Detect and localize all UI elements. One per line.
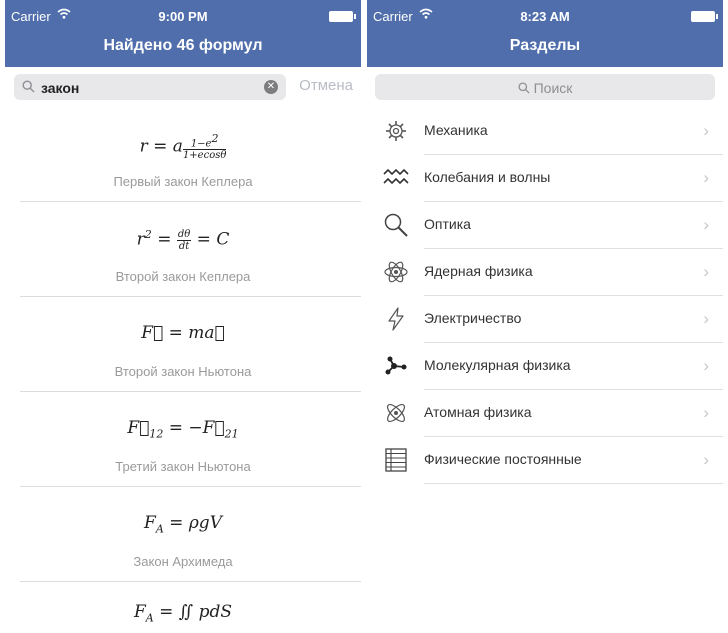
chevron-right-icon: › xyxy=(703,262,709,281)
section-label: Электричество xyxy=(424,310,522,326)
formula-expression: $F⃗_{12}$ = $-F⃗_{21}$ xyxy=(127,418,239,441)
page-title: Разделы xyxy=(509,37,581,54)
section-label: Молекулярная физика xyxy=(424,357,571,373)
formula-item[interactable] xyxy=(20,297,361,392)
section-label: Физические постоянные xyxy=(424,451,582,467)
chevron-right-icon: › xyxy=(703,215,709,234)
table-icon xyxy=(383,447,409,473)
formula-item[interactable] xyxy=(20,392,361,487)
gear-icon xyxy=(383,118,409,144)
formula-expression: $F_A = \rho gV$ xyxy=(144,513,222,536)
formula-expression: $r^2$ = $\frac{d\theta}{dt}$ = C xyxy=(136,228,230,252)
section-label: Колебания и волны xyxy=(424,169,551,185)
formula-name: Второй закон Кеплера xyxy=(115,269,251,284)
formula-name: Второй закон Ньютона xyxy=(114,364,252,379)
formula-item[interactable] xyxy=(20,107,361,202)
section-item-atomic-physics[interactable] xyxy=(367,390,723,437)
wave-icon xyxy=(383,165,409,191)
search-placeholder xyxy=(375,80,715,96)
status-bar xyxy=(5,0,361,30)
cancel-button[interactable]: Отмена xyxy=(299,77,353,94)
formula-item[interactable] xyxy=(20,582,361,633)
search-icon xyxy=(22,80,35,93)
search-input[interactable] xyxy=(14,74,286,100)
status-bar xyxy=(367,0,723,30)
section-item-oscillations[interactable] xyxy=(367,155,723,202)
section-item-physical-constants[interactable] xyxy=(367,437,723,484)
search-icon xyxy=(518,82,530,94)
section-label: Механика xyxy=(424,122,488,138)
chevron-right-icon: › xyxy=(703,168,709,187)
formula-expression: $F_A$ = ∬ pdS xyxy=(133,602,233,625)
formula-name: Закон Архимеда xyxy=(133,554,233,569)
chevron-right-icon: › xyxy=(703,121,709,140)
search-input[interactable] xyxy=(375,74,715,100)
sections-screen xyxy=(367,0,723,633)
formula-name: Первый закон Кеплера xyxy=(113,174,253,189)
navigation-bar xyxy=(367,0,723,67)
page-title: Найдено 46 формул xyxy=(103,37,263,54)
battery-icon xyxy=(691,11,715,22)
section-label: Атомная физика xyxy=(424,404,532,420)
divider xyxy=(424,483,723,484)
atom-icon xyxy=(383,400,409,426)
formula-item[interactable] xyxy=(20,487,361,582)
search-placeholder-text: Поиск xyxy=(533,80,573,96)
section-item-mechanics[interactable] xyxy=(367,108,723,155)
formula-expression: F⃗ = ma⃗ xyxy=(141,323,225,343)
formula-expression: r = a $\frac{1-e^2}{1+ecos\theta}$ xyxy=(139,132,227,162)
chevron-right-icon: › xyxy=(703,403,709,422)
navigation-bar xyxy=(5,0,361,67)
chevron-right-icon: › xyxy=(703,450,709,469)
section-label: Ядерная физика xyxy=(424,263,533,279)
magnifier-icon xyxy=(383,212,409,238)
section-item-molecular-physics[interactable] xyxy=(367,343,723,390)
atom-icon xyxy=(383,259,409,285)
carrier-label: Carrier xyxy=(373,9,413,24)
clear-search-icon[interactable]: ✕ xyxy=(264,80,278,94)
section-item-electricity[interactable] xyxy=(367,296,723,343)
section-label: Оптика xyxy=(424,216,471,232)
status-time: 9:00 PM xyxy=(158,9,208,24)
battery-icon xyxy=(329,11,353,22)
formula-name: Третий закон Ньютона xyxy=(115,459,251,474)
search-bar xyxy=(5,67,361,107)
formula-search-screen xyxy=(5,0,361,633)
molecule-icon xyxy=(383,353,409,379)
formula-item[interactable] xyxy=(20,202,361,297)
lightning-icon xyxy=(383,306,409,332)
section-item-nuclear-physics[interactable] xyxy=(367,249,723,296)
status-time: 8:23 AM xyxy=(520,9,570,24)
carrier-label: Carrier xyxy=(11,9,51,24)
chevron-right-icon: › xyxy=(703,309,709,328)
search-query: закон xyxy=(41,80,80,96)
chevron-right-icon: › xyxy=(703,356,709,375)
section-item-optics[interactable] xyxy=(367,202,723,249)
